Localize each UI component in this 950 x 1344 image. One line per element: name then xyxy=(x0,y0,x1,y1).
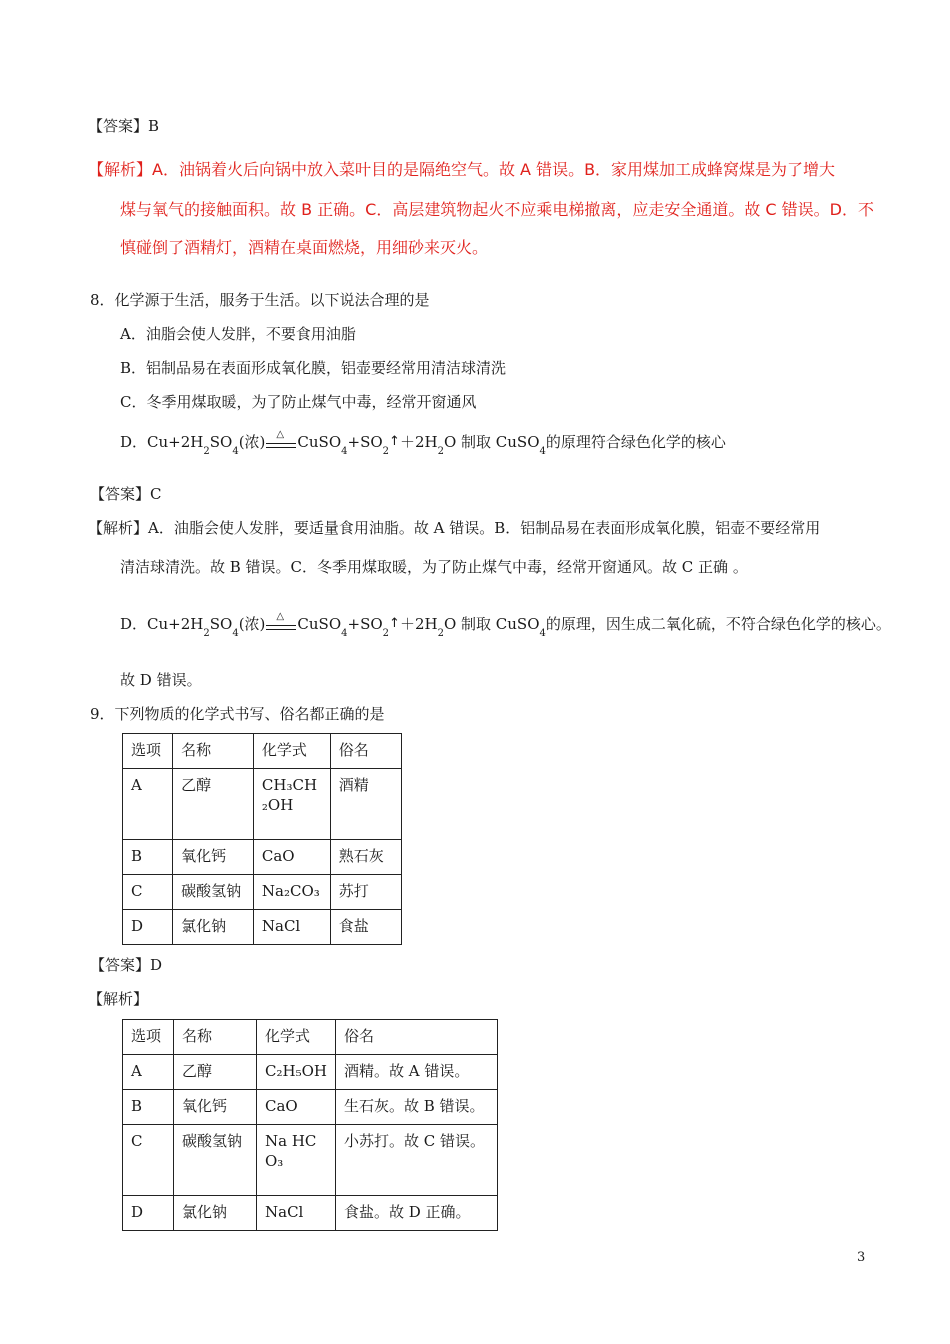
table-row xyxy=(123,875,402,910)
table-cell: B xyxy=(123,1090,174,1125)
q7-analysis-line1: 【解析】A．油锅着火后向锅中放入菜叶目的是隔绝空气。故 A 错误。B．家用煤加工成蜂窝煤是为了增大 xyxy=(88,160,836,179)
table-cell: NaCl xyxy=(253,910,330,945)
q9-answer: 【答案】D xyxy=(90,956,163,974)
table-cell: Na HCO₃ xyxy=(257,1125,336,1196)
table-cell: 食盐 xyxy=(330,910,401,945)
table-cell: A xyxy=(123,1055,174,1090)
table-row xyxy=(123,769,402,840)
q9-stem: 9．下列物质的化学式书写、俗名都正确的是 xyxy=(90,705,385,723)
table-cell: 氧化钙 xyxy=(174,1090,257,1125)
table-cell: C xyxy=(123,875,173,910)
table-row xyxy=(123,910,402,945)
table-header-cell: 俗名 xyxy=(330,734,401,769)
table-cell: C xyxy=(123,1125,174,1196)
table-cell: B xyxy=(123,840,173,875)
table-row xyxy=(123,1055,498,1090)
table-row xyxy=(123,1090,498,1125)
table-cell: 食盐。故 D 正确。 xyxy=(335,1196,497,1231)
q8-analysis-line4: 故 D 错误。 xyxy=(120,671,202,689)
table-cell: 小苏打。故 C 错误。 xyxy=(335,1125,497,1196)
table-cell: 氯化钠 xyxy=(173,910,254,945)
table-cell: CaO xyxy=(253,840,330,875)
table-header-cell: 化学式 xyxy=(257,1020,336,1055)
table-header-cell: 选项 xyxy=(123,734,173,769)
table-cell: 乙醇 xyxy=(173,769,254,840)
q8-option-c: C．冬季用煤取暖，为了防止煤气中毒，经常开窗通风 xyxy=(120,393,477,411)
table-row xyxy=(123,840,402,875)
table-cell: 氯化钠 xyxy=(174,1196,257,1231)
table-header-cell: 选项 xyxy=(123,1020,174,1055)
table-header-row xyxy=(123,734,402,769)
table-cell: 苏打 xyxy=(330,875,401,910)
table-cell: C₂H₅OH xyxy=(257,1055,336,1090)
table-cell: CH₃CH₂OH xyxy=(253,769,330,840)
heating-equals-sign: △ xyxy=(266,432,296,452)
table-header-cell: 化学式 xyxy=(253,734,330,769)
heating-equals-sign: △ xyxy=(266,614,296,634)
q7-analysis-line2: 煤与氧气的接触面积。故 B 正确。C．高层建筑物起火不应乘电梯撤离，应走安全通道。故 C 错误。D．不 xyxy=(120,200,874,219)
table-cell: NaCl xyxy=(257,1196,336,1231)
q8-option-d: D．Cu+2H 2 SO 4 (浓) △ CuSO 4 +SO 2 ↑ ＋2H 2 O 制取 CuSO 4 的原理符合绿色化学的核心 xyxy=(120,429,726,457)
table-header-cell: 名称 xyxy=(173,734,254,769)
table-header-cell: 名称 xyxy=(174,1020,257,1055)
q7-analysis-line3: 慎碰倒了酒精灯，酒精在桌面燃烧，用细砂来灭火。 xyxy=(120,238,489,257)
table-cell: D xyxy=(123,1196,174,1231)
table-cell: D xyxy=(123,910,173,945)
q7-answer: 【答案】B xyxy=(88,117,160,135)
table-cell: 酒精。故 A 错误。 xyxy=(335,1055,497,1090)
q8-analysis-line3: D．Cu+2H 2 SO 4 (浓) △ CuSO 4 +SO 2 ↑ ＋2H 2 O 制取 CuSO 4 的原理，因生成二氧化硫，不符合绿色化学的核心。 xyxy=(120,611,891,639)
table-header-cell: 俗名 xyxy=(335,1020,497,1055)
table-cell: 乙醇 xyxy=(174,1055,257,1090)
table-cell: 酒精 xyxy=(330,769,401,840)
table-cell: A xyxy=(123,769,173,840)
q8-option-a: A．油脂会使人发胖，不要食用油脂 xyxy=(120,325,356,343)
q9-analysis-table xyxy=(122,1019,498,1231)
table-cell: 碳酸氢钠 xyxy=(173,875,254,910)
table-cell: Na₂CO₃ xyxy=(253,875,330,910)
table-cell: 熟石灰 xyxy=(330,840,401,875)
table-cell: CaO xyxy=(257,1090,336,1125)
table-row xyxy=(123,1125,498,1196)
q8-answer: 【答案】C xyxy=(90,485,162,503)
q9-options-table xyxy=(122,733,402,945)
q8-analysis-line1: 【解析】A．油脂会使人发胖，要适量食用油脂。故 A 错误。B．铝制品易在表面形成氧化膜，铝壶不要经常用 xyxy=(88,519,821,537)
table-cell: 氧化钙 xyxy=(173,840,254,875)
table-row xyxy=(123,1196,498,1231)
q8-analysis-line2: 清洁球清洗。故 B 错误。C．冬季用煤取暖，为了防止煤气中毒，经常开窗通风。故 C 正确 。 xyxy=(120,558,748,576)
table-cell: 生石灰。故 B 错误。 xyxy=(335,1090,497,1125)
table-cell: 碳酸氢钠 xyxy=(174,1125,257,1196)
q9-analysis-label: 【解析】 xyxy=(88,990,149,1008)
table-header-row xyxy=(123,1020,498,1055)
q8-option-b: B．铝制品易在表面形成氧化膜，铝壶要经常用清洁球清洗 xyxy=(120,359,507,377)
q8-stem: 8．化学源于生活，服务于生活。以下说法合理的是 xyxy=(90,291,430,309)
page-number: 3 xyxy=(857,1250,866,1265)
